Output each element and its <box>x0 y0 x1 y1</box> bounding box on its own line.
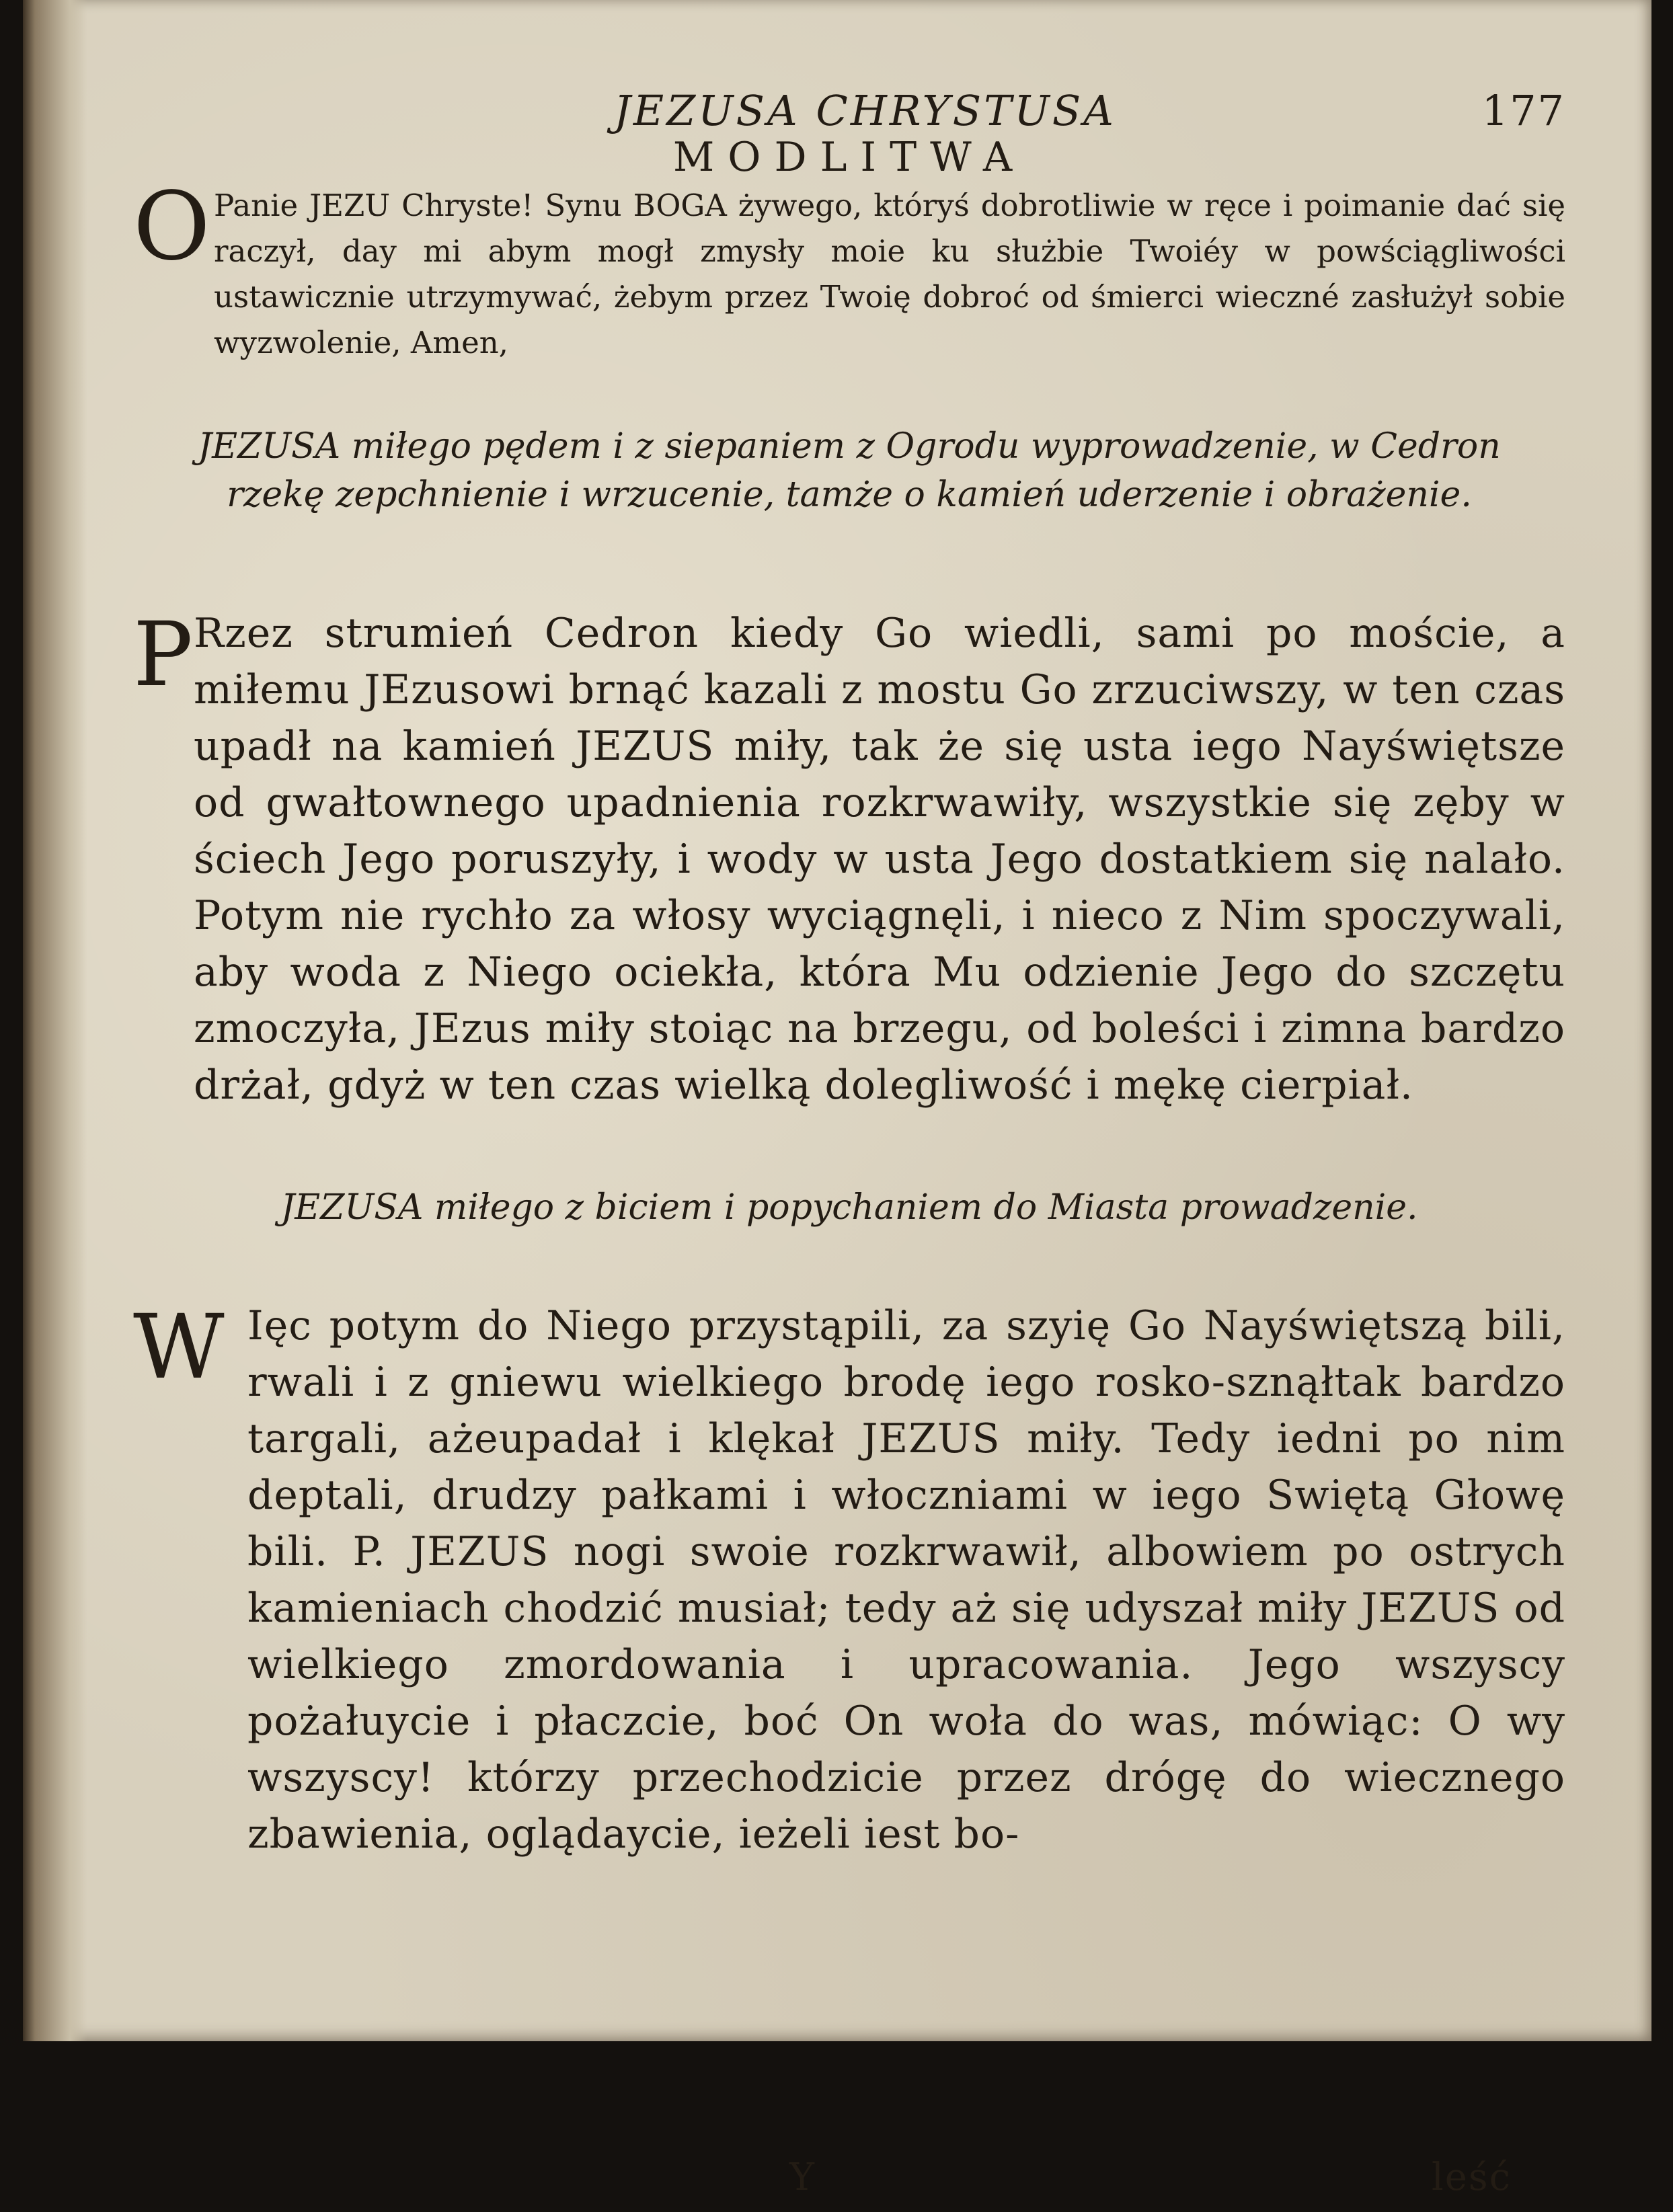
prayer-initial: O <box>133 172 210 282</box>
book-page <box>23 0 1651 2199</box>
binding-gutter <box>23 0 87 2041</box>
paragraph-cedron <box>133 605 1565 1170</box>
catchword: leść <box>1431 2156 1512 2199</box>
page-header <box>133 67 1565 135</box>
page-number: 177 <box>1481 86 1565 135</box>
section-heading-cedron: JEZUSA miłego pędem i z siepaniem z Ogrodu wyprowadzenie, w Cedron rzekę zepchnienie i wrzucenie, tamże o kamień uderzenie i obrażenie. <box>198 426 1501 515</box>
prayer-heading: MODLITWA <box>672 134 1026 181</box>
paragraph-miasto-initial: W <box>133 1296 225 1399</box>
page-footer <box>133 2151 1565 2212</box>
paragraph-cedron-text: Rzez strumień Cedron kiedy Go wiedli, sami po moście, a miłemu JEzusowi brnąć kazali z mostu Go zrzuciwszy, w ten czas upadł na kamień JEZUS miły, tak że się usta iego Nayświętsze od gwałtownego upadnienia rozkrwawiły, wszystkie się zęby w ściech Jego poruszyły, i wody w usta Jego dostatkiem się nalało. Potym nie rychło za włosy wyciągnęli, i nieco z Nim spoczywali, aby woda z Niego ociekła, która Mu odzienie Jego do szczętu zmoczyła, JEzus miły stoiąc na brzegu, od boleści i zimna bardzo drżał, gdyż w ten czas wielką dolegliwość i mękę cierpiał. <box>194 610 1565 1109</box>
paragraph-cedron-initial: P <box>133 603 194 707</box>
paragraph-miasto <box>133 1298 1565 2151</box>
paragraph-miasto-text: Ięc potym do Niego przystąpili, za szyię Go Nayświętszą bili, rwali i z gniewu wielkiego brodę iego rosko-sznąłtak bardzo targali, ażeupadał i klękał JEZUS miły. Tedy iedni po nim deptali, drudzy pałkami i włoczniami w iego Swiętą Głowę bili. P. JEZUS nogi swoie rozkrwawił, albowiem po ostrych kamieniach chodzić musiał; tedy aż się udyszał miły JEZUS od wielkiego zmordowania i upracowania. Jego wszyscy pożałuycie i płaczcie, boć On woła do was, mówiąc: O wy wszyscy! którzy przechodzicie przez drógę do wiecznego zbawienia, oglądaycie, ieżeli iest bo- <box>247 1302 1565 1858</box>
prayer-paragraph <box>133 172 1565 368</box>
running-title: JEZUSA CHRYSTUSA <box>614 86 1116 135</box>
page-content <box>133 67 1565 2199</box>
signature-mark: Y <box>789 2156 814 2199</box>
prayer-text: Panie JEZU Chryste! Synu BOGA żywego, któryś dobrotliwie w ręce i poimanie dać się raczył, day mi abym mogł zmysły moie ku służbie Twoiéy w powściągliwości ustawicznie utrzymywać, żebym przez Twoię dobroć od śmierci wieczné zasłużył sobie wyzwolenie, Amen, <box>214 188 1565 360</box>
section-heading-miasto: JEZUSA miłego z biciem i popychaniem do Miasta prowadzenie. <box>280 1187 1418 1228</box>
